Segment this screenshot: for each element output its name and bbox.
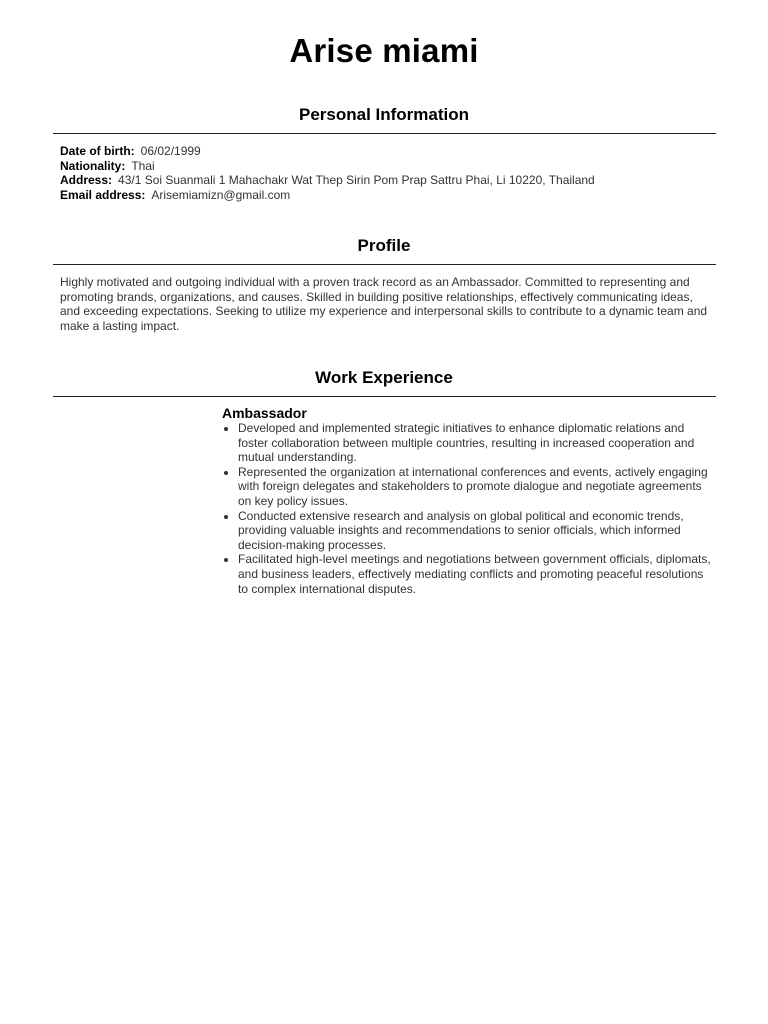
section-title-work-experience: Work Experience [315,368,453,387]
info-label: Nationality: [60,158,126,173]
section-divider [53,133,716,134]
section-divider [53,264,716,265]
candidate-name: Arise miami [289,32,479,69]
bullet-item: • Represented the organization at international conferences and events, actively engaging with foreign delegates and stakeholders to promote dialogue and negotiate agreements on key policy issues. [238,465,716,509]
bullet-item: • Facilitated high-level meetings and negotiations between government officials, diplomats, and business leaders, effectively mediating conflicts and promoting peaceful resolutions to complex international disputes. [238,552,716,596]
job-entry [222,405,716,596]
bullet-item: • Developed and implemented strategic initiatives to enhance diplomatic relations and foster collaboration between multiple countries, resulting in increased cooperation and mutual understanding. [238,421,716,465]
personal-info-list [60,144,595,202]
info-value: Thai [131,158,155,173]
info-row-email [60,188,595,203]
section-title-profile: Profile [357,236,411,255]
info-label: Email address: [60,187,146,202]
info-label: Address: [60,173,113,188]
info-value: Arisemiamizn@gmail.com [151,187,291,202]
info-row-nationality [60,159,595,174]
info-row-address [60,173,595,188]
section-divider [53,396,716,397]
info-label: Date of birth: [60,144,135,158]
info-row-date-of-birth [60,144,595,159]
section-title-personal-information: Personal Information [298,105,470,124]
profile-summary: Highly motivated and outgoing individual with a proven track record as an Ambassador. Committed to representing and promoting brands, organizations, and causes. Skilled in building positive relationships, effectively communicating ideas, and exceeding expectations. Seeking to utilize my experience and interpersonal skills to contribute to a dynamic team and make a lasting impact. [60,275,708,333]
job-title: Ambassador [222,405,307,421]
info-value: 43/1 Soi Suanmali 1 Mahachakr Wat Thep Sirin Pom Prap Sattru Phai, Li 10220, Thailand [118,173,595,188]
info-value: 06/02/1999 [140,144,201,158]
job-bullets [222,421,716,596]
bullet-item: • Conducted extensive research and analysis on global political and economic trends, providing valuable insights and recommendations to senior officials, which informed decision-making processes. [238,509,716,553]
